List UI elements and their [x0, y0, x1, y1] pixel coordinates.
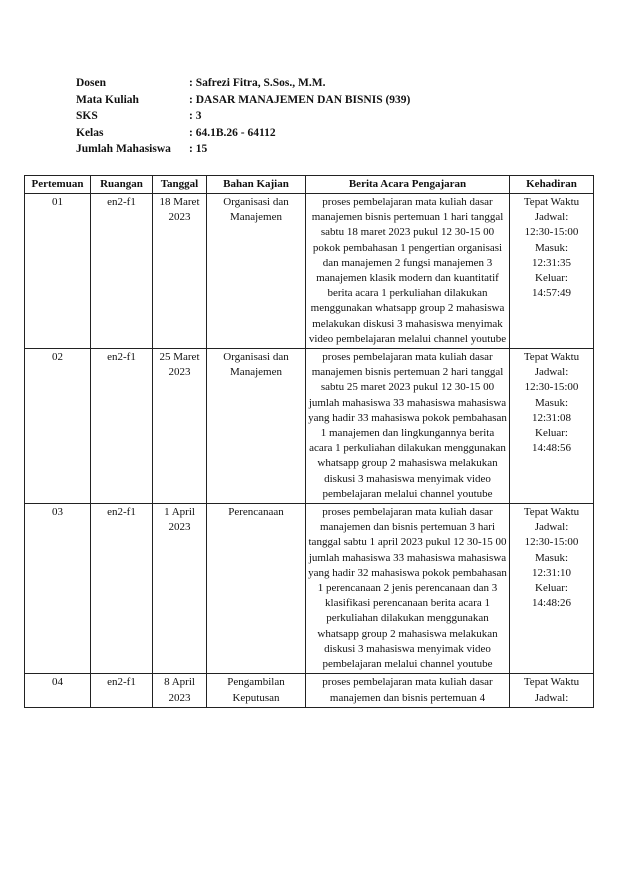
- table-row: [25, 349, 594, 504]
- cell-pertemuan: 03: [25, 504, 91, 674]
- kehadiran-masuk-value: 12:31:08: [531, 411, 572, 424]
- column-header-ruangan: Ruangan: [91, 176, 153, 194]
- sks-label: SKS: [76, 110, 98, 122]
- kehadiran-keluar-label: Keluar:: [535, 427, 568, 440]
- dosen-value: : Safrezi Fitra, S.Sos., M.M.: [189, 77, 326, 89]
- column-header-kehadiran: Kehadiran: [510, 176, 594, 194]
- kehadiran-jadwal-label: Jadwal:: [534, 211, 569, 224]
- cell-kehadiran: [510, 349, 594, 504]
- kehadiran-status: Tepat Waktu: [523, 351, 580, 364]
- dosen-label: Dosen: [76, 77, 107, 89]
- cell-tanggal: 1 April 2023: [153, 504, 207, 674]
- cell-berita-acara: proses pembelajaran mata kuliah dasar manajemen dan bisnis pertemuan 3 hari tanggal sabtu 1 april 2023 pukul 12 30-15 00 jumlah mahasiswa 33 mahasiswa mahasiswa yang hadir 32 mahasiswa pokok pembahasan 1 perencanaan 2 jenis perencanaan dan 3 klasifikasi perencanaan berita acara 1 perkuliahan dilakukan menggunakan whatsapp group 2 mahasiswa melakukan diskusi 3 mahasiswa menyimak video pembelajaran melalui channel youtube: [306, 504, 510, 674]
- column-header-berita-acara: Berita Acara Pengajaran: [306, 176, 510, 194]
- kehadiran-masuk-value: 12:31:35: [531, 256, 572, 269]
- column-header-pertemuan: Pertemuan: [25, 176, 91, 194]
- kehadiran-jadwal-value: 12:30-15:00: [524, 226, 579, 239]
- cell-tanggal: 8 April 2023: [153, 674, 207, 707]
- cell-ruangan: en2-f1: [91, 194, 153, 349]
- kelas-label: Kelas: [76, 126, 104, 139]
- cell-berita-acara: proses pembelajaran mata kuliah dasar manajemen bisnis pertemuan 1 hari tanggal sabtu 18 maret 2023 pukul 12 30-15 00 pokok pembahasan 1 pengertian organisasi dan manajemen 2 fungsi manajemen 3 manajemen klasik modern dan kuantitatif berita acara 1 perkuliahan dilakukan menggunakan whatsapp group 2 mahasiswa melakukan diskusi 3 mahasiswa menyimak video pembelajaran melalui channel youtube: [306, 194, 510, 349]
- kehadiran-masuk-label: Masuk:: [535, 241, 568, 254]
- dosen-row: [76, 75, 410, 92]
- cell-bahan-kajian: Organisasi dan Manajemen: [207, 194, 306, 349]
- cell-kehadiran: [510, 504, 594, 674]
- kelas-value: : 64.1B.26 - 64112: [189, 126, 276, 139]
- kehadiran-keluar-value: 14:57:49: [531, 287, 572, 300]
- matakuliah-row: [76, 92, 410, 109]
- cell-tanggal: 25 Maret 2023: [153, 349, 207, 504]
- kehadiran-jadwal-label: Jadwal:: [534, 366, 569, 379]
- kehadiran-status: Tepat Waktu: [523, 506, 580, 519]
- kehadiran-masuk-label: Masuk:: [535, 551, 568, 564]
- kehadiran-keluar-value: 14:48:56: [531, 442, 572, 455]
- jumlah-value: : 15: [189, 143, 208, 155]
- cell-bahan-kajian: Pengambilan Keputusan: [207, 674, 306, 707]
- table-row: [25, 504, 594, 674]
- kehadiran-jadwal-label: Jadwal:: [534, 691, 569, 704]
- kehadiran-masuk-label: Masuk:: [535, 396, 568, 409]
- cell-ruangan: en2-f1: [91, 674, 153, 707]
- cell-bahan-kajian: Organisasi dan Manajemen: [207, 349, 306, 504]
- column-header-tanggal: Tanggal: [153, 176, 207, 194]
- cell-berita-acara: proses pembelajaran mata kuliah dasar manajemen dan bisnis pertemuan 4: [306, 674, 510, 707]
- kehadiran-jadwal-value: 12:30-15:00: [524, 536, 579, 549]
- table-row: [25, 674, 594, 707]
- cell-tanggal: 18 Maret 2023: [153, 194, 207, 349]
- kehadiran-status: Tepat Waktu: [523, 676, 580, 689]
- matakuliah-value: : DASAR MANAJEMEN DAN BISNIS (939): [189, 93, 411, 106]
- jumlah-label: Jumlah Mahasiswa: [76, 143, 171, 155]
- table-header-row: [25, 176, 594, 194]
- sks-value: : 3: [189, 110, 202, 122]
- cell-pertemuan: 02: [25, 349, 91, 504]
- table-row: [25, 194, 594, 349]
- kehadiran-jadwal-value: 12:30-15:00: [524, 381, 579, 394]
- column-header-bahan-kajian: Bahan Kajian: [207, 176, 306, 194]
- cell-pertemuan: 04: [25, 674, 91, 707]
- kehadiran-keluar-label: Keluar:: [535, 272, 568, 285]
- kehadiran-status: Tepat Waktu: [523, 196, 580, 208]
- kehadiran-keluar-label: Keluar:: [535, 582, 568, 595]
- cell-pertemuan: 01: [25, 194, 91, 349]
- cell-kehadiran: [510, 674, 594, 707]
- kehadiran-jadwal-label: Jadwal:: [534, 521, 569, 534]
- sks-row: [76, 108, 410, 125]
- kehadiran-masuk-value: 12:31:10: [531, 566, 572, 579]
- matakuliah-label: Mata Kuliah: [76, 93, 139, 106]
- cell-berita-acara: proses pembelajaran mata kuliah dasar manajemen bisnis pertemuan 2 hari tanggal sabtu 25 maret 2023 pukul 12 30-15 00 jumlah mahasiswa 33 mahasiswa mahasiswa yang hadir 33 mahasiswa pokok pembahasan 1 manajemen dan lingkungannya berita acara 1 perkuliahan dilakukan menggunakan whatsapp group 2 mahasiswa melakukan diskusi 3 mahasiswa menyimak video pembelajaran melalui channel youtube: [306, 349, 510, 504]
- cell-ruangan: en2-f1: [91, 349, 153, 504]
- kelas-row: [76, 125, 410, 142]
- course-header: [76, 75, 410, 158]
- jumlah-row: [76, 141, 410, 158]
- cell-ruangan: en2-f1: [91, 504, 153, 674]
- cell-kehadiran: [510, 194, 594, 349]
- cell-bahan-kajian: Perencanaan: [207, 504, 306, 674]
- kehadiran-keluar-value: 14:48:26: [531, 597, 572, 610]
- berita-acara-table: [24, 175, 594, 708]
